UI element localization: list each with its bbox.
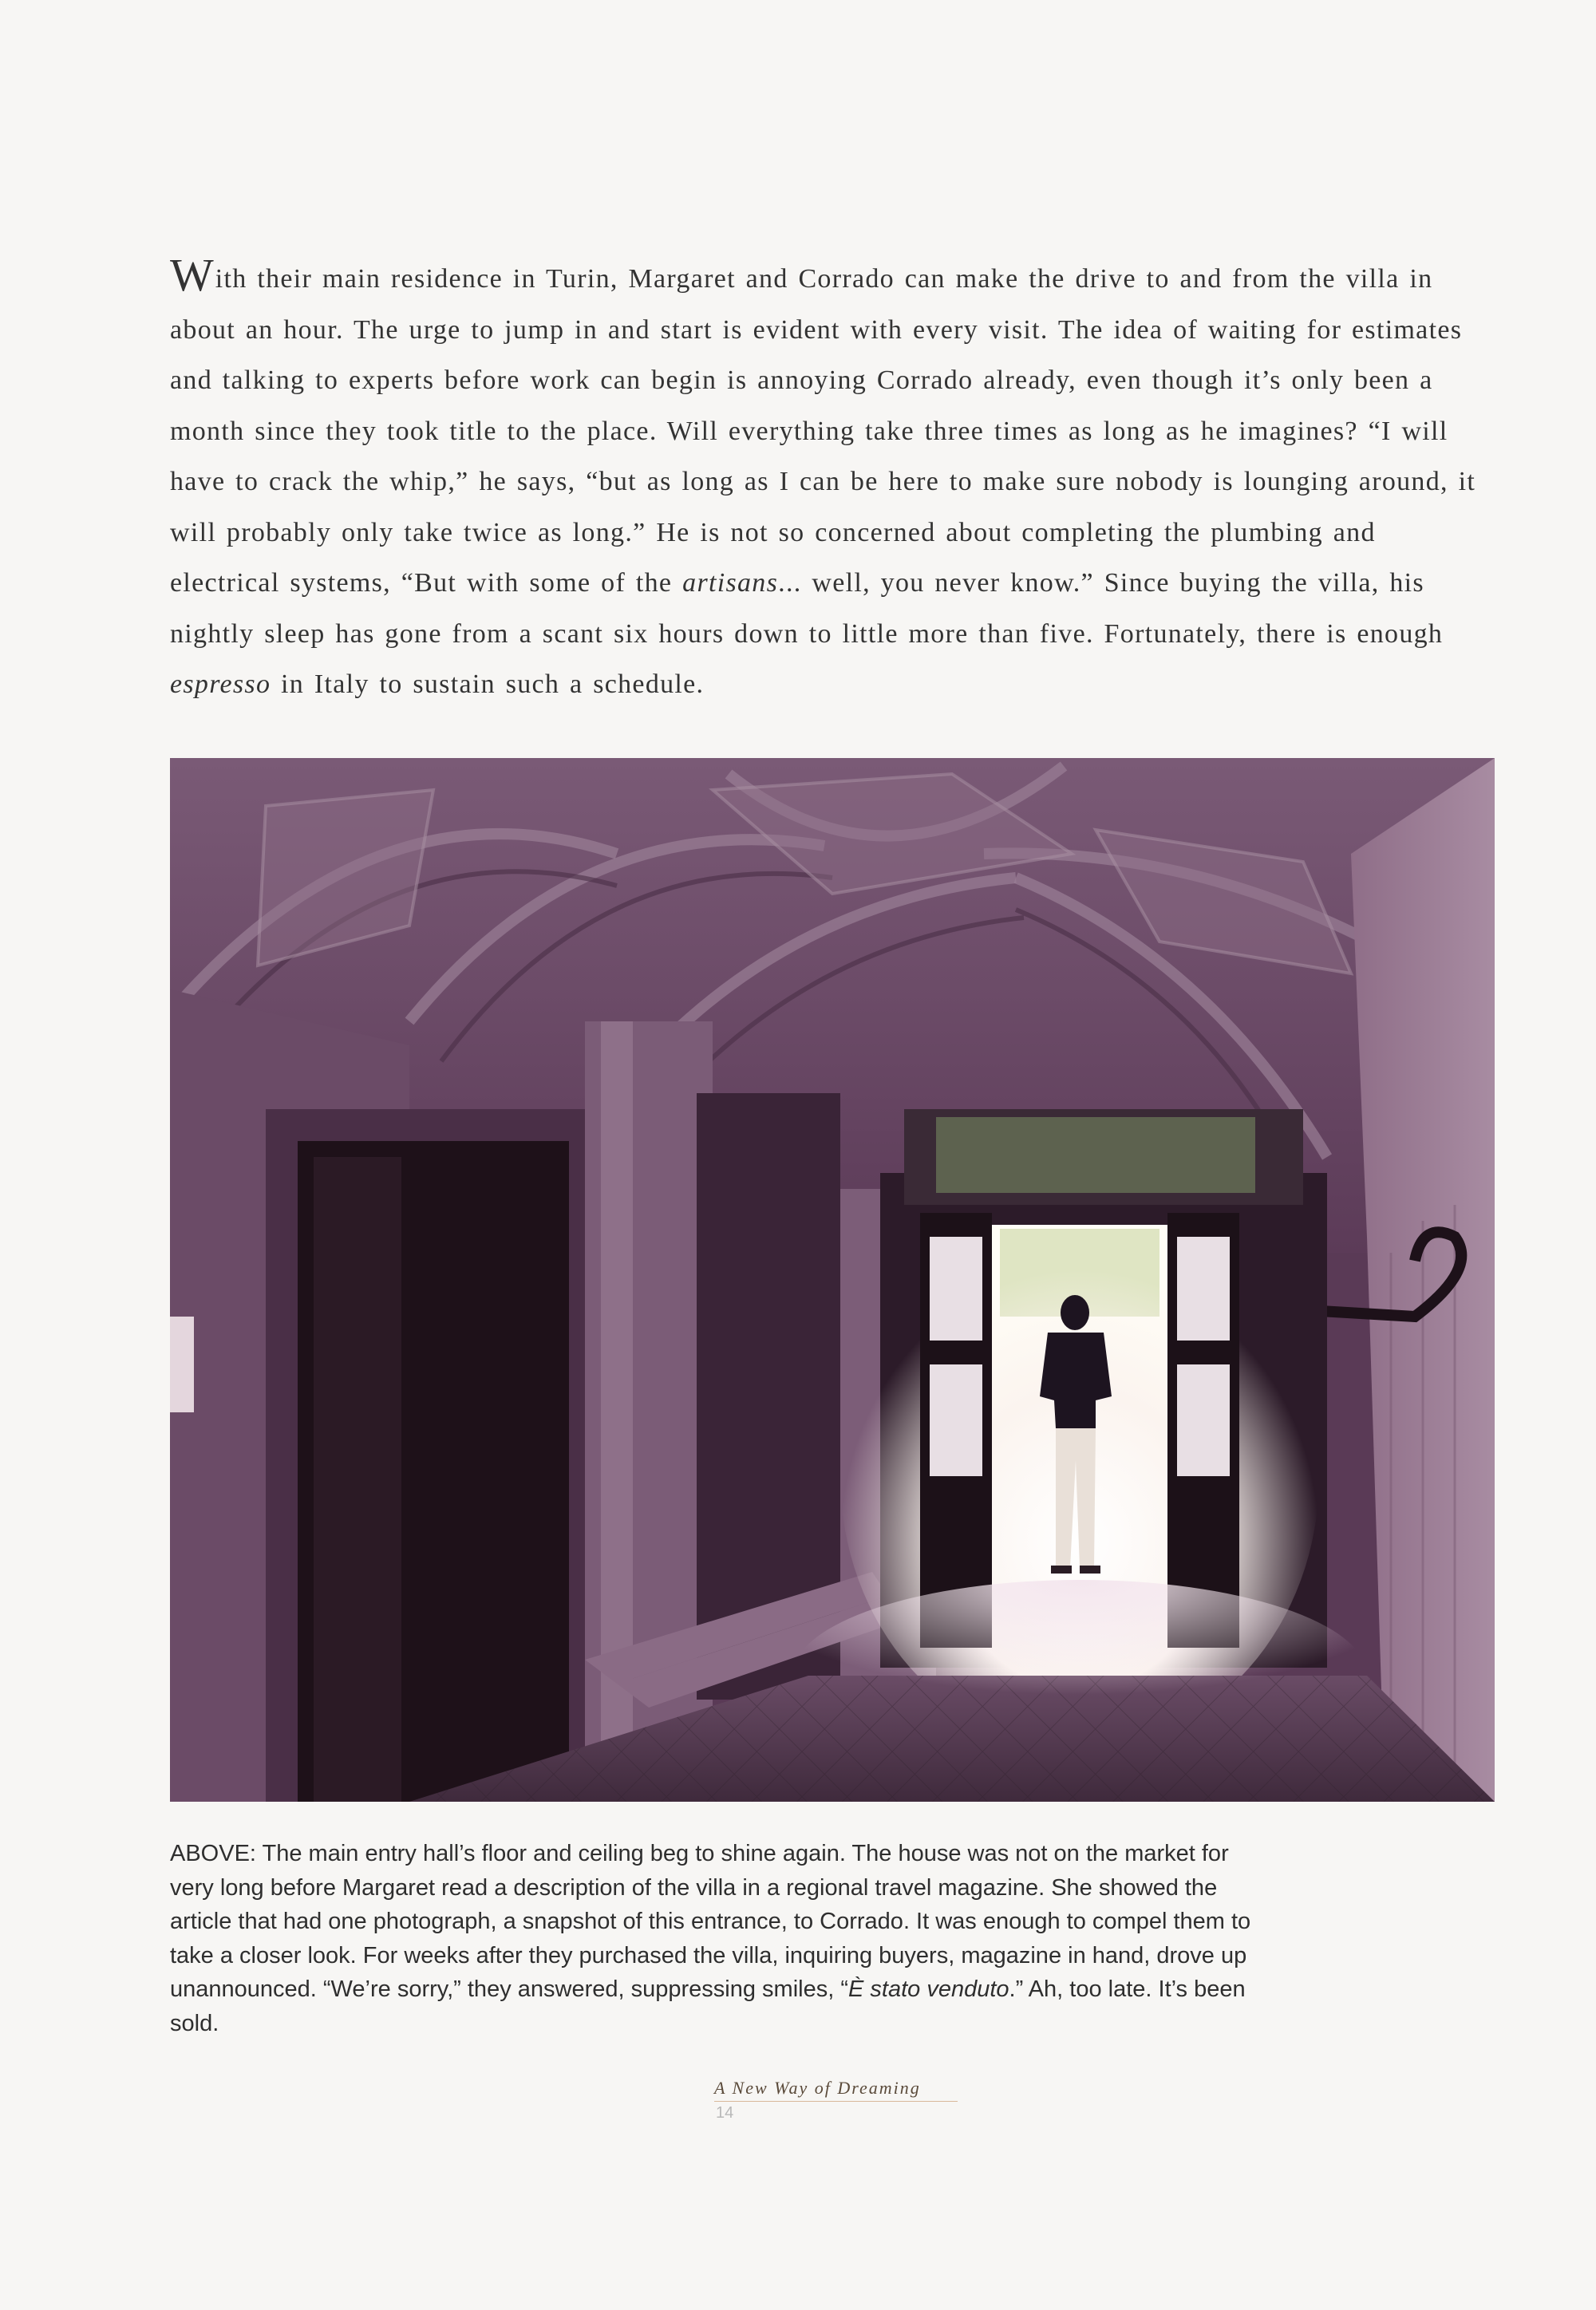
body-text-lead: ith their main residence in Turin, Margaret and Corrado can make the drive to and from the villa in about an hour. The urge to jump in and start is evident with every visit. The idea of waiting for estimates and talking to experts before work can begin is annoying Corrado already, even though it’s only been a month since they took title to the place. Will everything take three times as long as he imagines? “I will have to crack the whip,” he says, “but as long as I can be here to make sure nobody is lounging around, it will probably only take twice as long.” He is not so concerned about completing the plumbing and electrical systems, “But with some of the [170,264,1476,598]
page-number: 14 [716,2104,734,2122]
body-paragraph [170,249,1479,710]
caption-end: .” Ah, too late. It’s been sold. [170,1976,1246,2036]
running-title: A New Way of Dreaming [714,2078,958,2102]
entry-hall-photo [170,758,1495,1802]
body-text [170,249,1479,710]
body-text-end: in Italy to sustain such a schedule. [271,669,705,699]
body-emphasis-artisans: artisans [682,568,779,598]
photo-caption [170,1837,1255,2040]
body-text-middle: ... well, you never know.” Since buying the villa, his nightly sleep has gone from a scant six hours down to little more than five. Fortunately, there is enough [170,568,1444,649]
caption-paragraph [170,1837,1255,2040]
caption-italic-phrase: È stato venduto [847,1976,1009,2002]
drop-cap: W [170,249,214,301]
entry-hall-illustration [170,758,1495,1802]
body-emphasis-espresso: espresso [170,669,271,699]
caption-lead: ABOVE: The main entry hall’s floor and ceiling beg to shine again. The house was not on the market for very long before Margaret read a description of the villa in a regional travel magazine. She showed the article that had one photograph, a snapshot of this entrance, to Corrado. It was enough to compel them to take a closer look. For weeks after they purchased the villa, inquiring buyers, magazine in hand, drove up unannounced. “We’re sorry,” they answered, suppressing smiles, “ [170,1841,1251,2002]
